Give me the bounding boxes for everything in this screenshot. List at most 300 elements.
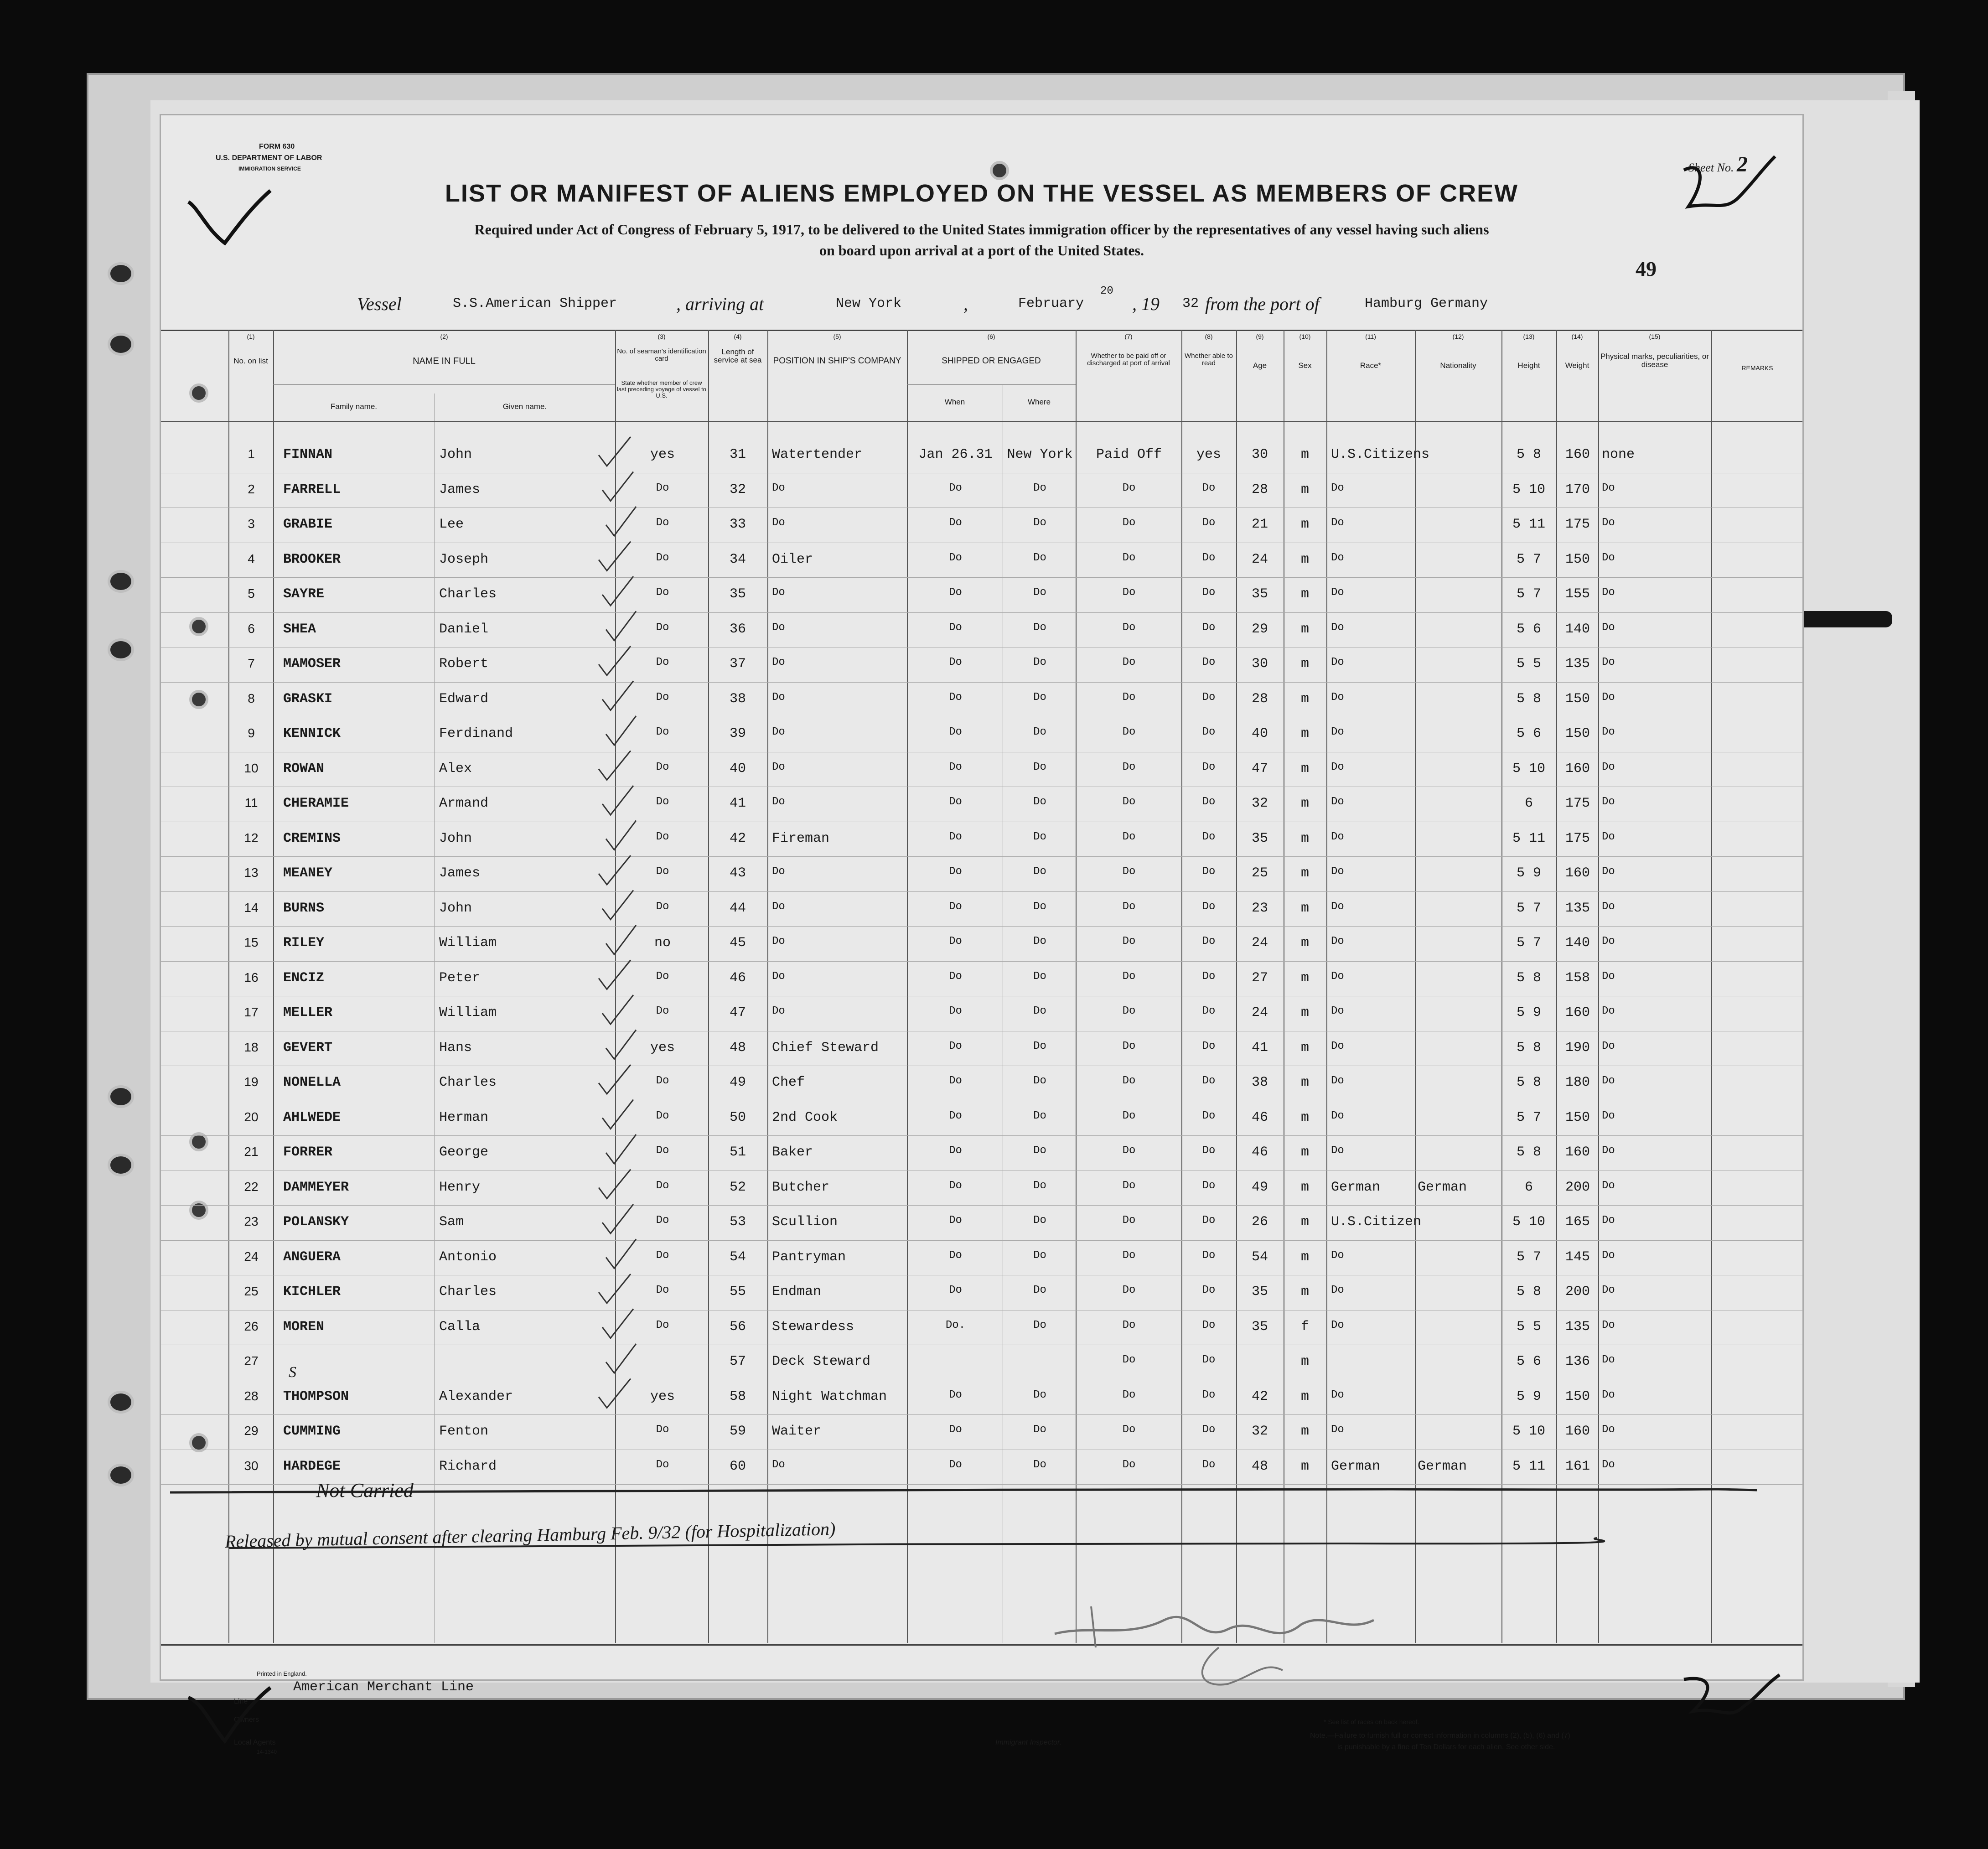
cell-marks: Do [1602,1424,1615,1436]
cell-read: Do [1202,1249,1216,1262]
penalty-note-1: Note.—Failure to furnish full or correct information in columns (2), (5), (6) and (7) [1310,1732,1570,1740]
cell-marks: Do [1602,517,1615,529]
cell-race: Do [1331,900,1344,913]
cell-len: 59 [729,1424,746,1439]
cell-ht: 5 7 [1516,586,1541,602]
cell-n: 29 [244,1424,259,1438]
cell-n: 10 [244,761,259,775]
cell-read: Do [1202,691,1216,704]
cell-giv: William [439,1005,497,1020]
col-header-position: POSITION IN SHIP'S COMPANY [773,356,901,366]
cell-giv: Daniel [439,621,489,637]
cell-race: U.S.Citizens [1331,447,1430,462]
cell-pos: Endman [772,1284,822,1300]
binder-hole [108,570,134,593]
tick-mark-icon [606,611,636,641]
cell-where: Do [1033,551,1046,564]
cell-paid: Do [1122,726,1136,738]
col-header-prev-voyage: State whether member of crew last preceding voyage of vessel to U.S. [617,379,706,399]
cell-len: 45 [729,935,746,951]
penalty-note-2: is punishable by a fine of Ten Dollars for each alien. See other side. [1337,1743,1555,1751]
cell-ht: 5 9 [1516,1388,1541,1404]
cell-race: Do [1331,1145,1344,1157]
cell-ht: 5 11 [1512,830,1545,846]
cell-paid: Do [1122,621,1136,634]
cell-pos: Do [772,586,785,599]
cell-pos: Butcher [772,1179,830,1195]
cell-sex: f [1300,1319,1309,1335]
subtitle-line-1: Required under Act of Congress of February 5, 1917, to be delivered to the United States immigration officer by the representatives of any vessel having such aliens [474,221,1489,238]
tick-mark-icon [602,1100,633,1129]
cell-prev: Do [656,621,669,634]
cell-marks: Do [1602,1284,1615,1296]
cell-when: Do [949,761,962,773]
cell-race: Do [1331,761,1344,773]
cell-when: Do [949,1145,962,1157]
cell-race: Do [1331,830,1344,843]
cell-age: 40 [1251,726,1268,741]
cell-read: Do [1202,970,1216,983]
cell-len: 41 [729,796,746,811]
cell-read: Do [1202,1109,1216,1122]
cell-fam: SHEA [283,621,316,637]
cell-race: Do [1331,691,1344,704]
cell-read: Do [1202,517,1216,529]
cell-prev: Do [656,1249,669,1262]
cell-wt: 150 [1565,726,1590,741]
cell-read: Do [1202,482,1216,494]
line-value: American Merchant Line [293,1679,474,1695]
cell-prev: Do [656,1145,669,1157]
col-header-nationality: Nationality [1440,361,1476,370]
cell-giv: John [439,900,472,916]
cell-wt: 160 [1565,1005,1590,1020]
cell-n: 15 [244,935,259,949]
cell-ht: 5 10 [1512,482,1545,497]
cell-when: Do [949,1458,962,1471]
tick-mark-icon [602,681,633,710]
cell-marks: Do [1602,621,1615,634]
binder-hole [108,262,134,285]
cell-paid: Do [1122,1075,1136,1087]
cell-race: Do [1331,970,1344,983]
cell-paid: Do [1122,551,1136,564]
cell-n: 3 [248,517,255,531]
cell-pos: Do [772,517,785,529]
cell-sex: m [1300,1109,1309,1125]
col-num: (15) [1649,333,1661,340]
cell-age: 24 [1251,1005,1268,1020]
col-num: (13) [1523,333,1535,340]
cell-when: Jan 26.31 [918,447,993,462]
cell-sex: m [1300,1249,1309,1265]
cell-pos: Deck Steward [772,1354,871,1369]
strike-lines [161,330,1802,1643]
col-header-height: Height [1517,361,1540,370]
cell-n: 1 [248,447,255,461]
cell-prev: Do [656,1458,669,1471]
cell-prev: Do [656,1319,669,1331]
agents-label: Local Agents [234,1739,276,1746]
tick-mark-icon [599,542,631,571]
cell-read: Do [1202,761,1216,773]
cell-wt: 145 [1565,1249,1590,1265]
arrival-month: February [1018,296,1084,311]
arriving-label: , arriving at [676,294,764,314]
cell-pos: Scullion [772,1214,838,1230]
cell-paid: Do [1122,1354,1136,1366]
cell-when: Do [949,1214,962,1227]
cell-n: 20 [244,1109,259,1124]
col-num: (1) [247,333,255,340]
cell-n: 7 [248,656,255,670]
cell-wt: 165 [1565,1214,1590,1230]
cell-giv: Alexander [439,1388,513,1404]
cell-fam: MEANEY [283,865,333,881]
tick-mark-icon [599,855,631,885]
printed-note: Printed in England. [257,1670,307,1677]
cell-age: 46 [1251,1109,1268,1125]
cell-wt: 160 [1565,761,1590,777]
cell-where: Do [1033,796,1046,808]
subtitle-line-2: on board upon arrival at a port of the United States. [819,242,1144,259]
cell-where: Do [1033,1179,1046,1192]
cell-age: 49 [1251,1179,1268,1195]
col-num: (8) [1205,333,1213,340]
cell-len: 60 [729,1458,746,1474]
cell-age: 35 [1251,830,1268,846]
cell-ht: 5 5 [1516,656,1541,672]
col-header-family: Family name. [330,402,378,411]
cell-read: Do [1202,586,1216,599]
cell-marks: Do [1602,691,1615,704]
cell-prev: Do [656,830,669,843]
cell-ht: 5 6 [1516,726,1541,741]
cell-pos: Do [772,656,785,668]
cell-pos: Stewardess [772,1319,854,1335]
binder-hole [108,638,134,661]
cell-fam: DAMMEYER [283,1179,349,1195]
cell-ht: 5 7 [1516,935,1541,951]
cell-giv: Ferdinand [439,726,513,741]
col-header-length: Length of service at sea [714,347,762,364]
cell-len: 44 [729,900,746,916]
tick-mark-icon [599,1170,631,1199]
tick-mark-icon [602,1309,633,1338]
cell-when: Do [949,1040,962,1052]
col-num: (9) [1256,333,1264,340]
cell-where: Do [1033,865,1046,878]
cell-wt: 160 [1565,1424,1590,1439]
cell-len: 48 [729,1040,746,1056]
cell-when: Do [949,1109,962,1122]
cell-where: Do [1033,517,1046,529]
cell-marks: Do [1602,935,1615,948]
cell-age: 35 [1251,1319,1268,1335]
col-num: (11) [1365,333,1376,340]
cell-age: 42 [1251,1388,1268,1404]
cell-ht: 5 9 [1516,865,1541,881]
col-num: (5) [833,333,841,340]
cell-giv: Edward [439,691,489,707]
cell-where: Do [1033,761,1046,773]
cell-wt: 160 [1565,447,1590,462]
cell-len: 54 [729,1249,746,1265]
cell-pos: Night Watchman [772,1388,887,1404]
tick-mark-icon [599,1379,631,1408]
cell-paid: Paid Off [1096,447,1162,462]
tick-mark-icon [606,507,636,536]
cell-len: 47 [729,1005,746,1020]
cell-n: 5 [248,586,255,601]
cell-paid: Do [1122,935,1136,948]
cell-age: 35 [1251,1284,1268,1300]
page-number: 49 [1636,257,1657,280]
cell-len: 39 [729,726,746,741]
cell-n: 30 [244,1458,259,1473]
cell-ht: 5 7 [1516,1109,1541,1125]
cell-paid: Do [1122,1005,1136,1017]
cell-ht: 5 7 [1516,551,1541,567]
cell-pos: Baker [772,1145,813,1160]
cell-age: 48 [1251,1458,1268,1474]
cell-race: Do [1331,726,1344,738]
cell-fam: NONELLA [283,1075,341,1090]
cell-paid: Do [1122,1424,1136,1436]
cell-where: Do [1033,656,1046,668]
cell-wt: 170 [1565,482,1590,497]
page-title: LIST OR MANIFEST OF ALIENS EMPLOYED ON THE VESSEL AS MEMBERS OF CREW [445,180,1519,207]
agents-code: 14-1340 [257,1749,277,1755]
cell-prev: Do [656,551,669,564]
cell-wt: 190 [1565,1040,1590,1056]
cell-n: 21 [244,1145,259,1159]
cell-age: 26 [1251,1214,1268,1230]
cell-read: Do [1202,1075,1216,1087]
tick-mark-icon [606,1239,636,1269]
cell-len: 52 [729,1179,746,1195]
vessel-line [357,293,402,315]
cell-sex: m [1300,1179,1309,1195]
cell-race: Do [1331,865,1344,878]
cell-age: 28 [1251,482,1268,497]
cell-paid: Do [1122,656,1136,668]
cell-ht: 5 8 [1516,691,1541,707]
cell-marks: Do [1602,1109,1615,1122]
cell-n: 16 [244,970,259,984]
cell-fam: BROOKER [283,551,341,567]
tick-mark-icon [599,646,631,675]
vessel-label: Vessel [357,294,402,314]
cell-prev: Do [656,900,669,913]
cell-prev: Do [656,656,669,668]
cell-when: Do [949,586,962,599]
cell-paid: Do [1122,970,1136,983]
tick-mark-icon [602,1204,633,1233]
cell-ht: 5 11 [1512,1458,1545,1474]
tick-mark-icon [599,1274,631,1303]
cell-sex: m [1300,1284,1309,1300]
cell-paid: Do [1122,691,1136,704]
cell-read: Do [1202,1179,1216,1192]
cell-giv: Charles [439,1284,497,1300]
cell-sex: m [1300,970,1309,986]
cell-ht: 5 7 [1516,900,1541,916]
cell-marks: Do [1602,1005,1615,1017]
cell-race: Do [1331,1424,1344,1436]
cell-ht: 5 6 [1516,1354,1541,1369]
cell-where: Do [1033,1388,1046,1401]
cell-pos: Do [772,970,785,983]
cell-paid: Do [1122,1040,1136,1052]
cell-fam: ANGUERA [283,1249,341,1265]
cell-when: Do [949,1284,962,1296]
cell-prev: Do [656,586,669,599]
cell-race: Do [1331,517,1344,529]
cell-when: Do [949,691,962,704]
cell-read: Do [1202,1424,1216,1436]
cell-marks: Do [1602,970,1615,983]
cell-paid: Do [1122,900,1136,913]
cell-sex: m [1300,551,1309,567]
cell-wt: 150 [1565,691,1590,707]
tick-mark-icon [599,437,631,466]
form-number: FORM 630 [259,143,295,150]
cell-prev: Do [656,1179,669,1192]
cell-read: Do [1202,1284,1216,1296]
cell-nat: German [1418,1179,1467,1195]
cell-giv: George [439,1145,489,1160]
tick-mark-icon [602,995,633,1024]
arrival-year: 32 [1182,296,1199,311]
cell-fam: FORRER [283,1145,333,1160]
year-prefix: , 19 [1132,294,1160,314]
cell-len: 36 [729,621,746,637]
cell-n: 4 [248,551,255,566]
cell-len: 42 [729,830,746,846]
binder-hole [108,1464,134,1486]
tick-mark-icon [606,1344,636,1373]
cell-ht: 6 [1524,796,1533,811]
cell-wt: 136 [1565,1354,1590,1369]
cell-sex: m [1300,935,1309,951]
cell-where: Do [1033,1214,1046,1227]
cell-pos: Do [772,1005,785,1017]
cell-fam: FINNAN [283,447,333,462]
cell-age: 32 [1251,1424,1268,1439]
cell-paid: Do [1122,1109,1136,1122]
cell-giv: Herman [439,1109,489,1125]
cell-when: Do [949,796,962,808]
cell-sex: m [1300,656,1309,672]
cell-fam: SAYRE [283,586,325,602]
cell-when: Do [949,1388,962,1401]
cell-where: New York [1007,447,1073,462]
cell-when: Do [949,935,962,948]
cell-pos: Do [772,796,785,808]
cell-len: 31 [729,447,746,462]
cell-paid: Do [1122,1319,1136,1331]
cell-sex: m [1300,482,1309,497]
cell-prev: yes [650,447,675,462]
arrival-port: New York [836,296,902,311]
tick-mark-icon [599,960,631,989]
cell-race: German [1331,1458,1381,1474]
cell-n: 13 [244,865,259,880]
cell-wt: 135 [1565,1319,1590,1335]
cell-race: German [1331,1179,1381,1195]
col-header-physical: Physical marks, peculiarities, or disease [1600,352,1709,369]
cell-giv: Alex [439,761,472,777]
cell-prev: Do [656,796,669,808]
cell-age: 47 [1251,761,1268,777]
cell-marks: Do [1602,1388,1615,1401]
cell-sex: m [1300,796,1309,811]
cell-sex: m [1300,1458,1309,1474]
cell-where: Do [1033,1109,1046,1122]
cell-paid: Do [1122,482,1136,494]
cell-when: Do [949,1424,962,1436]
cell-read: Do [1202,1005,1216,1017]
cell-where: Do [1033,1249,1046,1262]
cell-fam: AHLWEDE [283,1109,341,1125]
cell-len: 58 [729,1388,746,1404]
cell-fam: ENCIZ [283,970,325,986]
cell-n: 14 [244,900,259,915]
tick-mark-icon [602,472,633,501]
cell-marks: Do [1602,1249,1615,1262]
cell-ht: 5 8 [1516,1145,1541,1160]
cell-where: Do [1033,1040,1046,1052]
cell-giv: Peter [439,970,481,986]
col-header-when: When [944,398,965,406]
cell-fam: GEVERT [283,1040,333,1056]
cell-ht: 5 8 [1516,970,1541,986]
cell-n: 28 [244,1388,259,1403]
cell-len: 55 [729,1284,746,1300]
arrival-day: 20 [1100,285,1113,297]
cell-when: Do [949,1249,962,1262]
col-num: (12) [1452,333,1464,340]
sheet-no-value: 2 [1737,152,1748,176]
cell-giv: Sam [439,1214,464,1230]
cell-wt: 161 [1565,1458,1590,1474]
cell-race: Do [1331,796,1344,808]
cell-pos: Do [772,726,785,738]
cell-wt: 175 [1565,796,1590,811]
line-label: Line [234,1698,248,1705]
cell-len: 38 [729,691,746,707]
cell-prev: Do [656,482,669,494]
tick-mark-icon [602,576,633,606]
cell-when: Do [949,517,962,529]
cell-fam: KICHLER [283,1284,341,1300]
col-num: (4) [734,333,742,340]
cell-marks: Do [1602,1214,1615,1227]
cell-prev: Do [656,1075,669,1087]
cell-pos: Do [772,935,785,948]
cell-age: 28 [1251,691,1268,707]
cell-where: Do [1033,1005,1046,1017]
cell-marks: Do [1602,1179,1615,1192]
cell-marks: Do [1602,1040,1615,1052]
cell-when: Do [949,726,962,738]
cell-giv: John [439,447,472,462]
cell-age: 30 [1251,656,1268,672]
cell-race: Do [1331,482,1344,494]
cell-race: Do [1331,1284,1344,1296]
cell-n: 23 [244,1214,259,1228]
